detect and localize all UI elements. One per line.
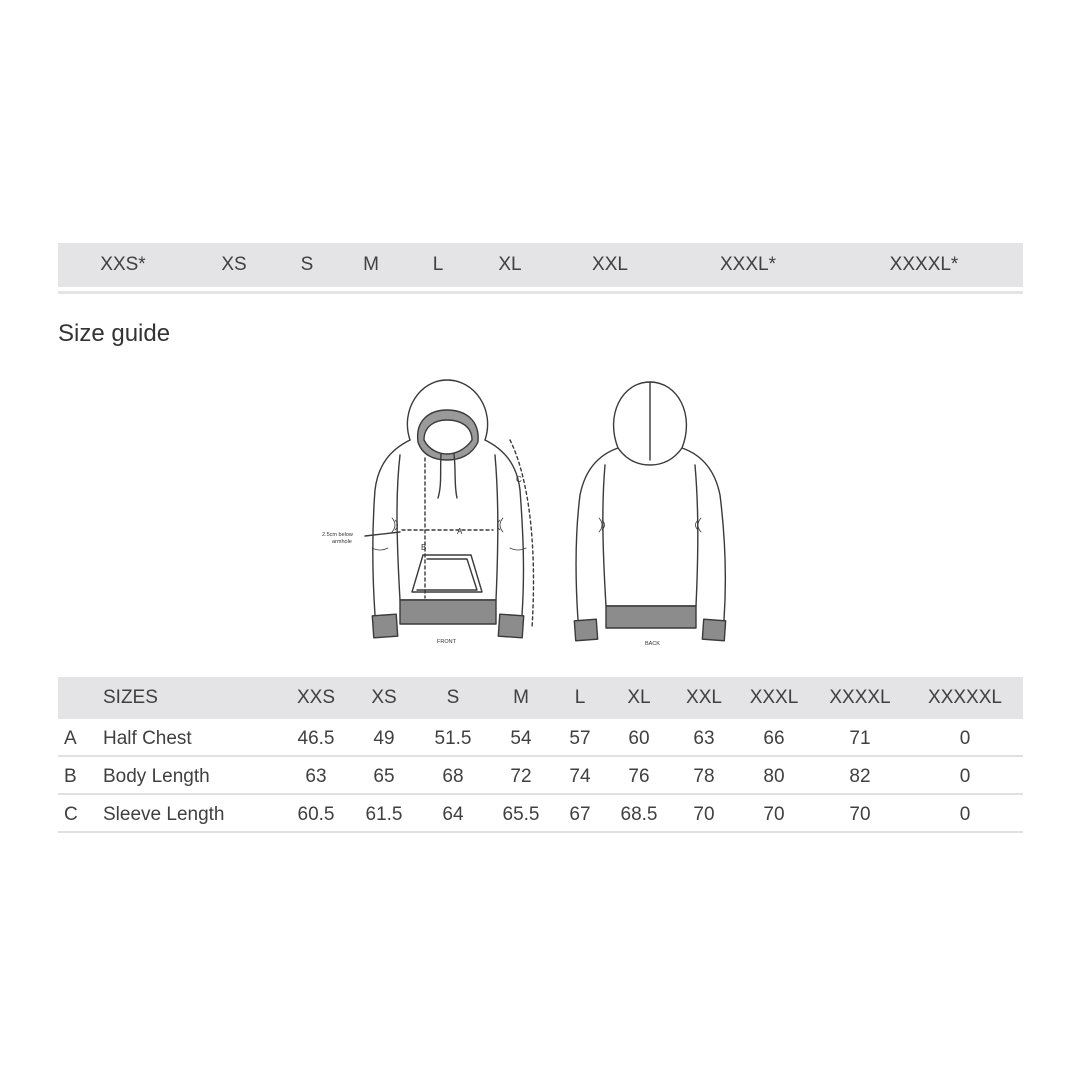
table-cell: 61.5 xyxy=(365,804,403,825)
row-key: B xyxy=(64,766,77,787)
header-size: XL xyxy=(627,687,651,708)
row-key: C xyxy=(64,804,78,825)
table-cell: 46.5 xyxy=(297,728,335,749)
table-cell: 0 xyxy=(959,804,971,825)
table-cell: 82 xyxy=(849,766,871,787)
table-cell: 65 xyxy=(373,766,395,787)
table-cell: 66 xyxy=(763,728,785,749)
table-cell: 65.5 xyxy=(502,804,540,825)
armhole-note-line1: 2.5cm below xyxy=(322,532,353,538)
table-row xyxy=(58,719,1023,757)
table-row xyxy=(58,757,1023,795)
table-row xyxy=(58,795,1023,833)
row-key: A xyxy=(64,728,77,749)
size-option-xxs[interactable]: XXS* xyxy=(100,254,146,275)
size-table xyxy=(58,677,1023,833)
table-cell: 60 xyxy=(628,728,650,749)
measure-label-b: B xyxy=(421,543,427,552)
size-option-l[interactable]: L xyxy=(432,254,444,275)
size-option-s[interactable]: S xyxy=(300,254,314,275)
size-option-xl[interactable]: XL xyxy=(498,254,522,275)
back-hoodie-drawing xyxy=(576,382,725,620)
header-size: XXXXL xyxy=(829,687,891,708)
table-cell: 63 xyxy=(693,728,715,749)
table-cell: 71 xyxy=(849,728,871,749)
size-bar-divider xyxy=(58,291,1023,294)
measure-label-a: A xyxy=(457,527,463,536)
table-cell: 68 xyxy=(442,766,464,787)
table-cell: 51.5 xyxy=(434,728,472,749)
table-cell: 0 xyxy=(959,728,971,749)
table-cell: 54 xyxy=(510,728,532,749)
table-cell: 63 xyxy=(305,766,327,787)
row-label: Half Chest xyxy=(103,728,192,749)
header-size: XXS xyxy=(296,687,336,708)
measure-label-c: C xyxy=(516,475,522,484)
armhole-note-line2: armhole xyxy=(332,539,352,545)
size-option-xxxl[interactable]: XXXL* xyxy=(720,254,776,275)
front-ribbing xyxy=(372,600,523,638)
row-label: Sleeve Length xyxy=(103,804,225,825)
header-sizes-label: SIZES xyxy=(103,687,158,708)
table-cell: 70 xyxy=(763,804,785,825)
table-cell: 72 xyxy=(510,766,532,787)
table-cell: 67 xyxy=(569,804,591,825)
table-cell: 60.5 xyxy=(297,804,335,825)
hoodie-illustration xyxy=(300,370,780,660)
back-label: BACK xyxy=(645,641,660,647)
header-size: L xyxy=(574,687,586,708)
header-size: S xyxy=(446,687,460,708)
header-size: XS xyxy=(371,687,397,708)
table-cell: 49 xyxy=(373,728,395,749)
header-size: XXXL xyxy=(749,687,799,708)
table-cell: 70 xyxy=(693,804,715,825)
table-cell: 76 xyxy=(628,766,650,787)
size-bar xyxy=(58,243,1023,287)
table-cell: 78 xyxy=(693,766,715,787)
front-label: FRONT xyxy=(437,639,456,645)
size-option-xxxxl[interactable]: XXXXL* xyxy=(889,254,959,275)
back-ribbing xyxy=(574,606,725,641)
front-hoodie-drawing xyxy=(365,380,533,628)
table-cell: 64 xyxy=(442,804,464,825)
table-cell: 70 xyxy=(849,804,871,825)
size-option-xs[interactable]: XS xyxy=(221,254,247,275)
table-cell: 74 xyxy=(569,766,591,787)
table-cell: 80 xyxy=(763,766,785,787)
table-header xyxy=(58,677,1023,719)
size-option-m[interactable]: M xyxy=(363,254,379,275)
table-cell: 57 xyxy=(569,728,591,749)
header-size: XXXXXL xyxy=(928,687,1002,708)
hoodie-diagram xyxy=(300,370,780,660)
table-cell: 0 xyxy=(959,766,971,787)
header-size: M xyxy=(513,687,529,708)
size-option-xxl[interactable]: XXL xyxy=(592,254,628,275)
header-size: XXL xyxy=(686,687,722,708)
table-cell: 68.5 xyxy=(620,804,658,825)
page-title: Size guide xyxy=(58,320,171,347)
row-label: Body Length xyxy=(103,766,210,787)
